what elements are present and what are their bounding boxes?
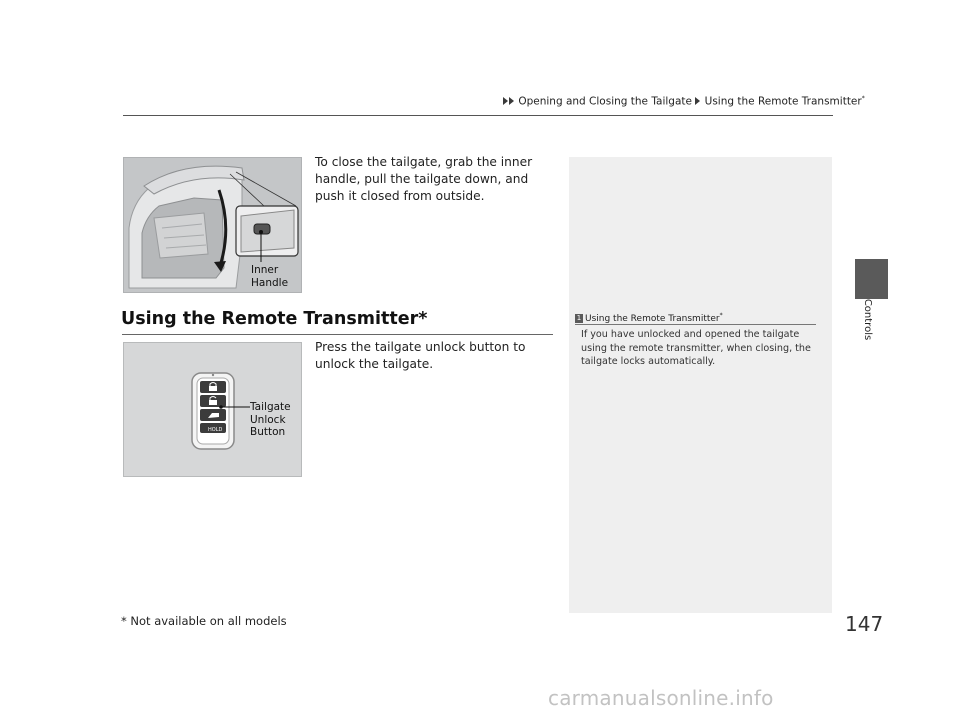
tailgate-illustration — [123, 157, 302, 293]
breadcrumb-item: Using the Remote Transmitter — [704, 95, 862, 108]
header-rule — [123, 115, 833, 116]
triangle-icon — [503, 97, 508, 105]
remote-transmitter-illustration — [123, 342, 302, 477]
section-title-asterisk: * — [418, 309, 428, 329]
breadcrumb-item: Opening and Closing the Tailgate — [518, 95, 692, 108]
callout-line: Unlock — [250, 413, 286, 426]
inner-handle-callout — [251, 264, 288, 289]
side-tab-marker — [855, 259, 888, 299]
tailgate-unlock-button-callout — [250, 401, 291, 439]
key-hold-label: HOLD — [208, 427, 223, 433]
note-panel — [569, 157, 832, 613]
breadcrumb — [503, 95, 865, 108]
intro-paragraph: To close the tailgate, grab the inner handle, pull the tailgate down, and push it closed from outside. — [315, 155, 533, 203]
footnote: * Not available on all models — [121, 614, 287, 628]
section-paragraph: Press the tailgate unlock button to unlock the tailgate. — [315, 340, 526, 371]
section-title — [121, 309, 427, 329]
triangle-icon — [509, 97, 514, 105]
note-body: If you have unlocked and opened the tailgate using the remote transmitter, when closing, the tailgate locks automatically. — [581, 329, 811, 367]
callout-line: Handle — [251, 276, 289, 289]
callout-line: Inner — [251, 264, 279, 276]
section-rule — [122, 334, 553, 335]
side-tab — [851, 296, 891, 348]
side-tab-label: Controls — [862, 298, 874, 341]
note-number: 1 — [576, 314, 582, 322]
note-heading-asterisk: * — [719, 312, 723, 319]
callout-line: Button — [250, 426, 286, 438]
page-number: 147 — [845, 612, 884, 636]
triangle-icon — [695, 97, 700, 105]
breadcrumb-asterisk: * — [861, 95, 865, 102]
note-rule — [575, 324, 816, 325]
note-heading — [575, 312, 723, 324]
callout-line: Tailgate — [250, 401, 291, 413]
watermark: carmanualsonline.info — [548, 686, 774, 710]
section-title-text: Using the Remote Transmitter — [121, 309, 419, 329]
note-heading-text: Using the Remote Transmitter — [585, 314, 720, 324]
